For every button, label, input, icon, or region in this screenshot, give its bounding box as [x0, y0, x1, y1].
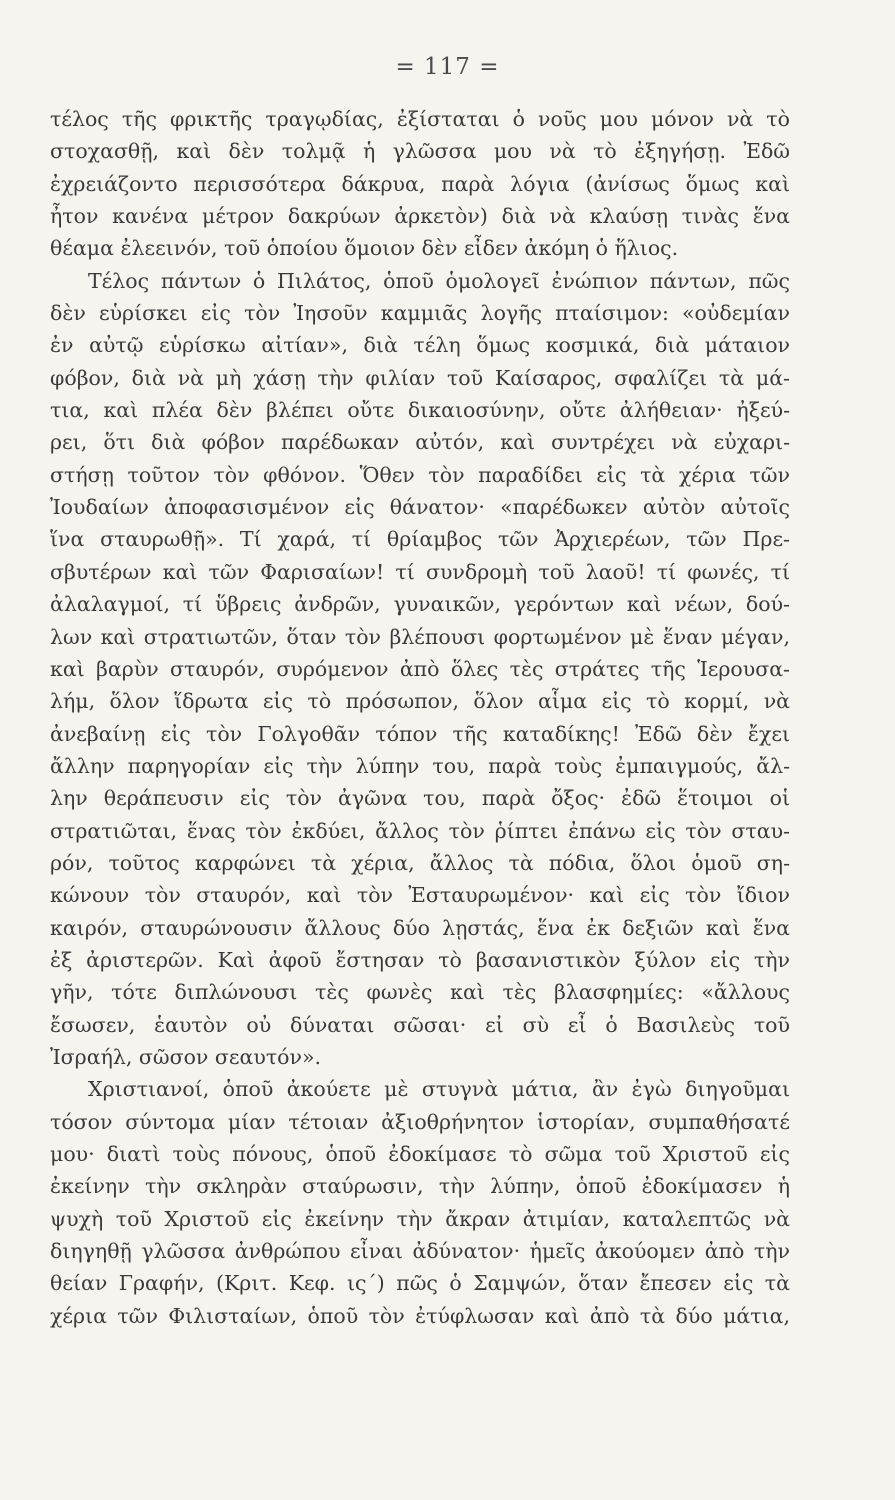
text-line: χέρια τῶν Φιλισταίων, ὁποῦ τὸν ἐτύφλωσαν καὶ ἀπὸ τὰ δύο μάτια, [50, 1303, 790, 1328]
paragraph [50, 103, 790, 265]
text-line: ἐξ ἀριστερῶν. Καὶ ἀφοῦ ἔστησαν τὸ βασανιστικὸν ξύλον εἰς τὴν [50, 947, 790, 972]
text-line: μου· διατὶ τοὺς πόνους, ὁποῦ ἐδοκίμασε τὸ σῶμα τοῦ Χριστοῦ εἰς [50, 1142, 790, 1166]
text-line: ἐν αὐτῷ εὑρίσκω αἰτίαν», διὰ τέλη ὅμως κοσμικά, διὰ μάταιον [50, 333, 790, 358]
text-line: θείαν Γραφήν, (Κριτ. Κεφ. ις΄) πῶς ὁ Σαμψών, ὅταν ἔπεσεν εἰς τὰ [50, 1271, 790, 1296]
text-line: ἀνεβαίνῃ εἰς τὸν Γολγοθᾶν τόπον τῆς καταδίκης! Ἐδῶ δὲν ἔχει [50, 721, 790, 746]
text-line: Τέλος πάντων ὁ Πιλάτος, ὁποῦ ὁμολογεῖ ἐνώπιον πάντων, πῶς [88, 268, 790, 293]
text-line: Ἰσραήλ, σῶσον σεαυτόν». [50, 1044, 322, 1069]
text-line: λην θεράπευσιν εἰς τὸν ἀγῶνα του, παρὰ ὄξος· ἐδῶ ἕτοιμοι οἱ [50, 786, 790, 811]
text-line: λων καὶ στρατιωτῶν, ὅταν τὸν βλέπουσι φορτωμένον μὲ ἕναν μέγαν, [50, 624, 790, 649]
text-line: ρόν, τοῦτος καρφώνει τὰ χέρια, ἄλλος τὰ πόδια, ὅλοι ὁμοῦ ση- [50, 850, 790, 875]
body-text [50, 103, 790, 1332]
text-line: σβυτέρων καὶ τῶν Φαρισαίων! τί συνδρομὴ τοῦ λαοῦ! τί φωνές, τί [50, 559, 790, 584]
text-line: λήμ, ὅλον ἵδρωτα εἰς τὸ πρόσωπον, ὅλον αἷμα εἰς τὸ κορμί, νὰ [50, 689, 790, 714]
paragraph [50, 1073, 790, 1332]
text-line: τόσον σύντομα μίαν τέτοιαν ἀξιοθρήνητον ἱστορίαν, συμπαθήσατέ [50, 1109, 790, 1134]
text-line: τια, καὶ πλέα δὲν βλέπει οὔτε δικαιοσύνην, οὔτε ἀλήθειαν· ἠξεύ- [50, 398, 790, 423]
text-line: ἐκείνην τὴν σκληρὰν σταύρωσιν, τὴν λύπην, ὁποῦ ἐδοκίμασεν ἡ [50, 1174, 790, 1199]
text-line: Χριστιανοί, ὁποῦ ἀκούετε μὲ στυγνὰ μάτια, ἂν ἐγὼ διηγοῦμαι [88, 1077, 790, 1102]
paragraph [50, 265, 790, 1074]
text-line: ψυχὴ τοῦ Χριστοῦ εἰς ἐκείνην τὴν ἄκραν ἀτιμίαν, καταλεπτῶς νὰ [50, 1206, 790, 1231]
text-line: Ἰουδαίων ἀποφασισμένον εἰς θάνατον· «παρέδωκεν αὐτὸν αὐτοῖς [50, 495, 790, 520]
text-line: ἀλαλαγμοί, τί ὕβρεις ἀνδρῶν, γυναικῶν, γερόντων καὶ νέων, δού- [50, 592, 790, 617]
text-line: ἦτον κανένα μέτρον δακρύων ἀρκετὸν) διὰ νὰ κλαύσῃ τινὰς ἕνα [50, 204, 790, 229]
text-line: ἐχρειάζοντο περισσότερα δάκρυα, παρὰ λόγια (ἀνίσως ὅμως καὶ [50, 171, 790, 196]
text-line: καιρόν, σταυρώνουσιν ἄλλους δύο λῃστάς, ἕνα ἐκ δεξιῶν καὶ ἕνα [50, 915, 790, 940]
text-line: διηγηθῇ γλῶσσα ἀνθρώπου εἶναι ἀδύνατον· ἡμεῖς ἀκούομεν ἀπὸ τὴν [50, 1239, 790, 1264]
text-line: γῆν, τότε διπλώνουσι τὲς φωνὲς καὶ τὲς βλασφημίες: «ἄλλους [50, 980, 790, 1005]
text-line: φόβον, διὰ νὰ μὴ χάσῃ τὴν φιλίαν τοῦ Καίσαρος, σφαλίζει τὰ μά- [50, 365, 790, 390]
text-line: θέαμα ἐλεεινόν, τοῦ ὁποίου ὅμοιον δὲν εἶδεν ἀκόμη ὁ ἥλιος. [50, 236, 679, 261]
page-number: = 117 = [395, 54, 500, 80]
text-line: ἄλλην παρηγορίαν εἰς τὴν λύπην του, παρὰ τοὺς ἐμπαιγμούς, ἄλ- [50, 753, 790, 778]
text-line: στοχασθῇ, καὶ δὲν τολμᾷ ἡ γλῶσσα μου νὰ τὸ ἐξηγήσῃ. Ἐδῶ [50, 139, 790, 164]
text-line: τέλος τῆς φρικτῆς τραγῳδίας, ἐξίσταται ὁ νοῦς μου μόνον νὰ τὸ [50, 107, 790, 131]
text-line: ἵνα σταυρωθῇ». Τί χαρά, τί θρίαμβος τῶν Ἀρχιερέων, τῶν Πρε- [50, 527, 790, 552]
text-line: ρει, ὅτι διὰ φόβον παρέδωκαν αὐτόν, καὶ συντρέχει νὰ εὐχαρι- [50, 430, 790, 455]
text-line: ἔσωσεν, ἑαυτὸν οὐ δύναται σῶσαι· εἰ σὺ εἶ ὁ Βασιλεὺς τοῦ [50, 1012, 790, 1037]
text-line: στήσῃ τοῦτον τὸν φθόνον. Ὅθεν τὸν παραδίδει εἰς τὰ χέρια τῶν [50, 462, 790, 487]
text-line: κώνουν τὸν σταυρόν, καὶ τὸν Ἐσταυρωμένον· καὶ εἰς τὸν ἴδιον [50, 883, 790, 908]
text-line: στρατιῶται, ἕνας τὸν ἐκδύει, ἄλλος τὸν ῥίπτει ἐπάνω εἰς τὸν σταυ- [50, 818, 790, 843]
text-line: δὲν εὑρίσκει εἰς τὸν Ἰησοῦν καμμιᾶς λογῆς πταίσιμον: «οὐδεμίαν [50, 301, 790, 326]
text-line: καὶ βαρὺν σταυρόν, συρόμενον ἀπὸ ὅλες τὲς στράτες τῆς Ἱερουσα- [50, 656, 790, 681]
